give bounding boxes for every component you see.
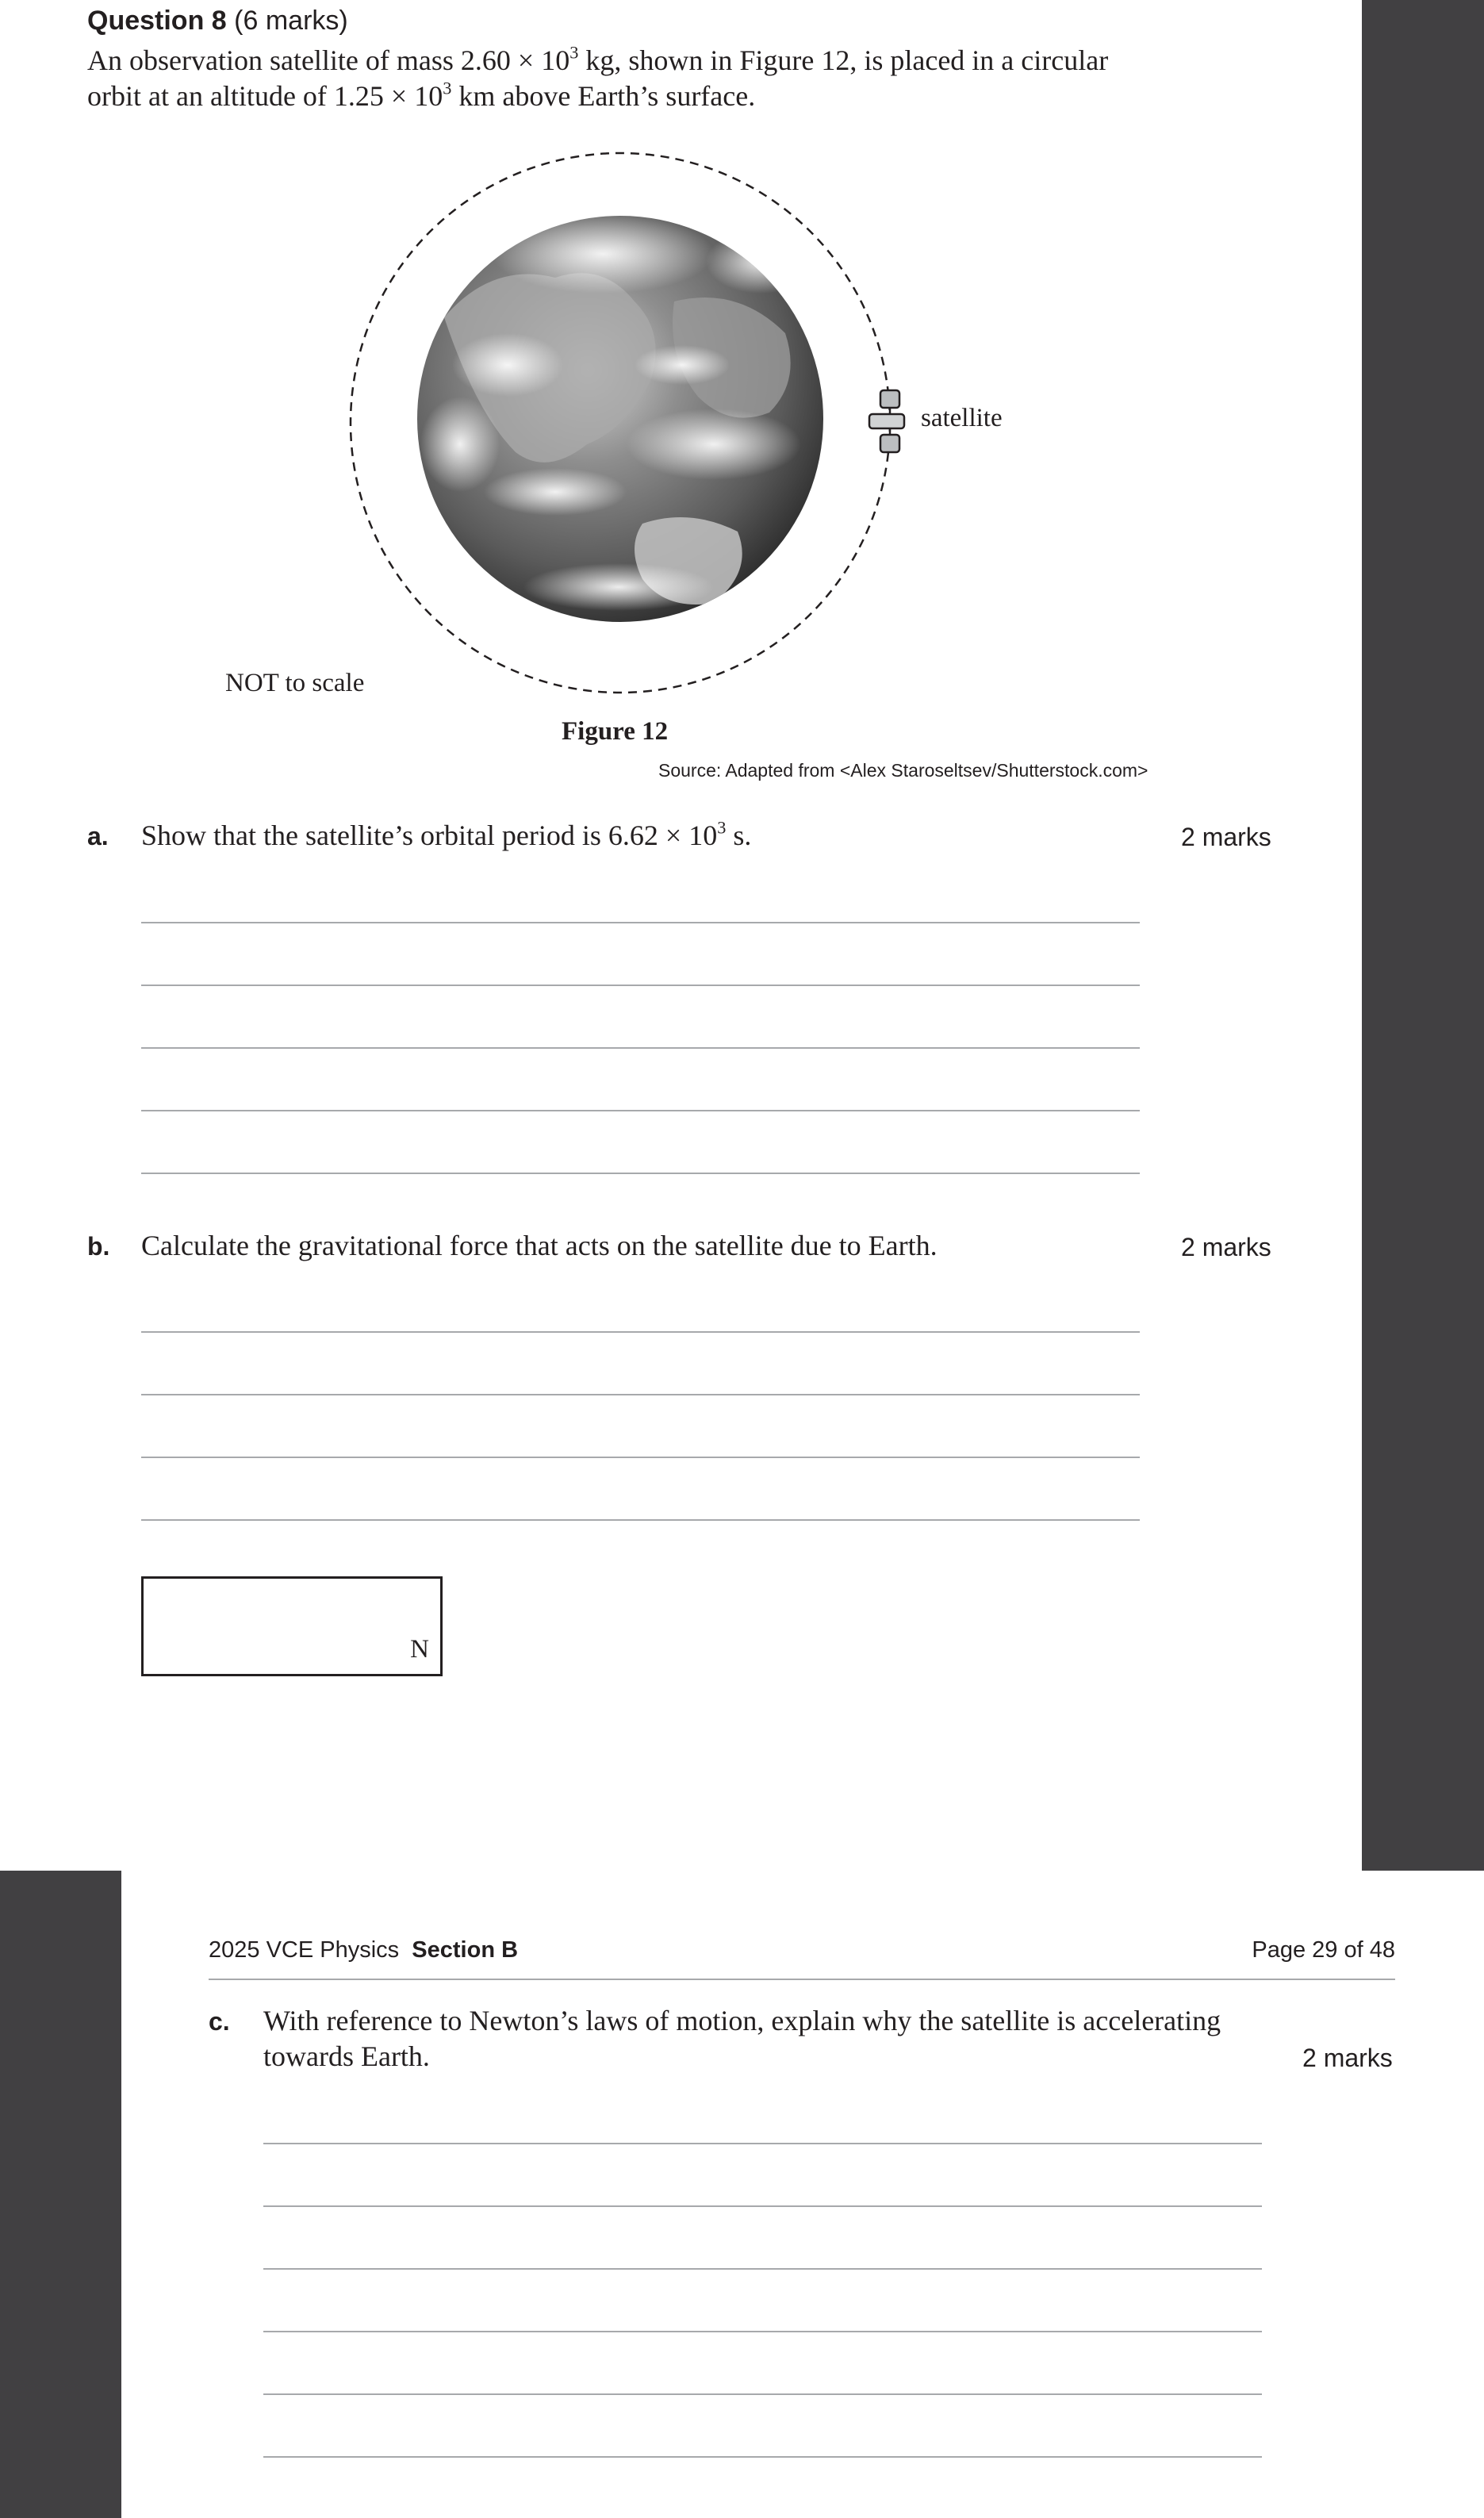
- answer-unit: N: [410, 1635, 429, 1664]
- question-number: Question 8: [87, 6, 227, 36]
- answer-line[interactable]: [141, 922, 1140, 923]
- page-footer-subject: [209, 1937, 518, 1963]
- do-not-write-notice: Do not write in this area.: [1305, 869, 1338, 1230]
- intro-text: An observation satellite of mass 2.60 × 10: [87, 44, 570, 76]
- answer-line[interactable]: [141, 1173, 1140, 1174]
- answer-line[interactable]: [263, 2456, 1262, 2458]
- part-c-question-line-2: towards Earth.: [263, 2040, 430, 2072]
- scale-note: NOT to scale: [225, 669, 365, 697]
- footer-subject: 2025 VCE Physics: [209, 1937, 400, 1963]
- part-b-marks: 2 marks: [1181, 1233, 1271, 1261]
- figure-source: Source: Adapted from <Alex Staroseltsev/Shutterstock.com>: [658, 760, 1148, 781]
- part-c-letter: c.: [209, 2007, 230, 2036]
- no-write-margin-bar: [1362, 0, 1484, 1871]
- answer-line[interactable]: [141, 1519, 1140, 1521]
- answer-line[interactable]: [141, 1394, 1140, 1395]
- intro-exponent: 3: [443, 78, 452, 98]
- part-a-exponent: 3: [717, 817, 727, 838]
- question-marks: (6 marks): [234, 6, 348, 36]
- part-a-letter: a.: [87, 822, 109, 850]
- figure-12-diagram: [0, 0, 1348, 762]
- answer-line[interactable]: [263, 2205, 1262, 2207]
- answer-line[interactable]: [141, 1110, 1140, 1111]
- answer-line[interactable]: [263, 2268, 1262, 2270]
- answer-line[interactable]: [263, 2393, 1262, 2395]
- answer-line[interactable]: [141, 985, 1140, 986]
- satellite-label: satellite: [921, 404, 1003, 432]
- answer-line[interactable]: [263, 2143, 1262, 2144]
- intro-exponent: 3: [569, 42, 579, 63]
- answer-line[interactable]: [141, 1047, 1140, 1049]
- part-a-marks: 2 marks: [1181, 823, 1271, 851]
- part-b-question: Calculate the gravitational force that acts on the satellite due to Earth.: [141, 1230, 938, 1261]
- part-a-text: s.: [726, 820, 752, 851]
- part-a-question: [141, 818, 751, 853]
- answer-box[interactable]: [141, 1576, 443, 1676]
- figure-caption: Figure 12: [562, 717, 669, 746]
- part-c-marks: 2 marks: [1302, 2044, 1393, 2072]
- part-c-question-line-1: With reference to Newton’s laws of motion, explain why the satellite is accelerating: [263, 2005, 1221, 2036]
- part-b-letter: b.: [87, 1232, 110, 1261]
- answer-line[interactable]: [141, 1331, 1140, 1333]
- no-write-margin-bar-left: [0, 1871, 121, 2518]
- earth-image: [417, 214, 823, 622]
- intro-text: km above Earth’s surface.: [451, 80, 756, 112]
- answer-line[interactable]: [263, 2331, 1262, 2332]
- footer-divider: [209, 1979, 1395, 1980]
- answer-line[interactable]: [141, 1457, 1140, 1458]
- intro-text: kg, shown in Figure 12, is placed in a circular: [578, 44, 1109, 76]
- part-a-text: Show that the satellite’s orbital period is 6.62 × 10: [141, 820, 718, 851]
- intro-text: orbit at an altitude of 1.25 × 10: [87, 80, 443, 112]
- satellite-icon: [869, 390, 904, 452]
- footer-section: Section B: [412, 1937, 519, 1963]
- page-number: Page 29 of 48: [1252, 1937, 1395, 1963]
